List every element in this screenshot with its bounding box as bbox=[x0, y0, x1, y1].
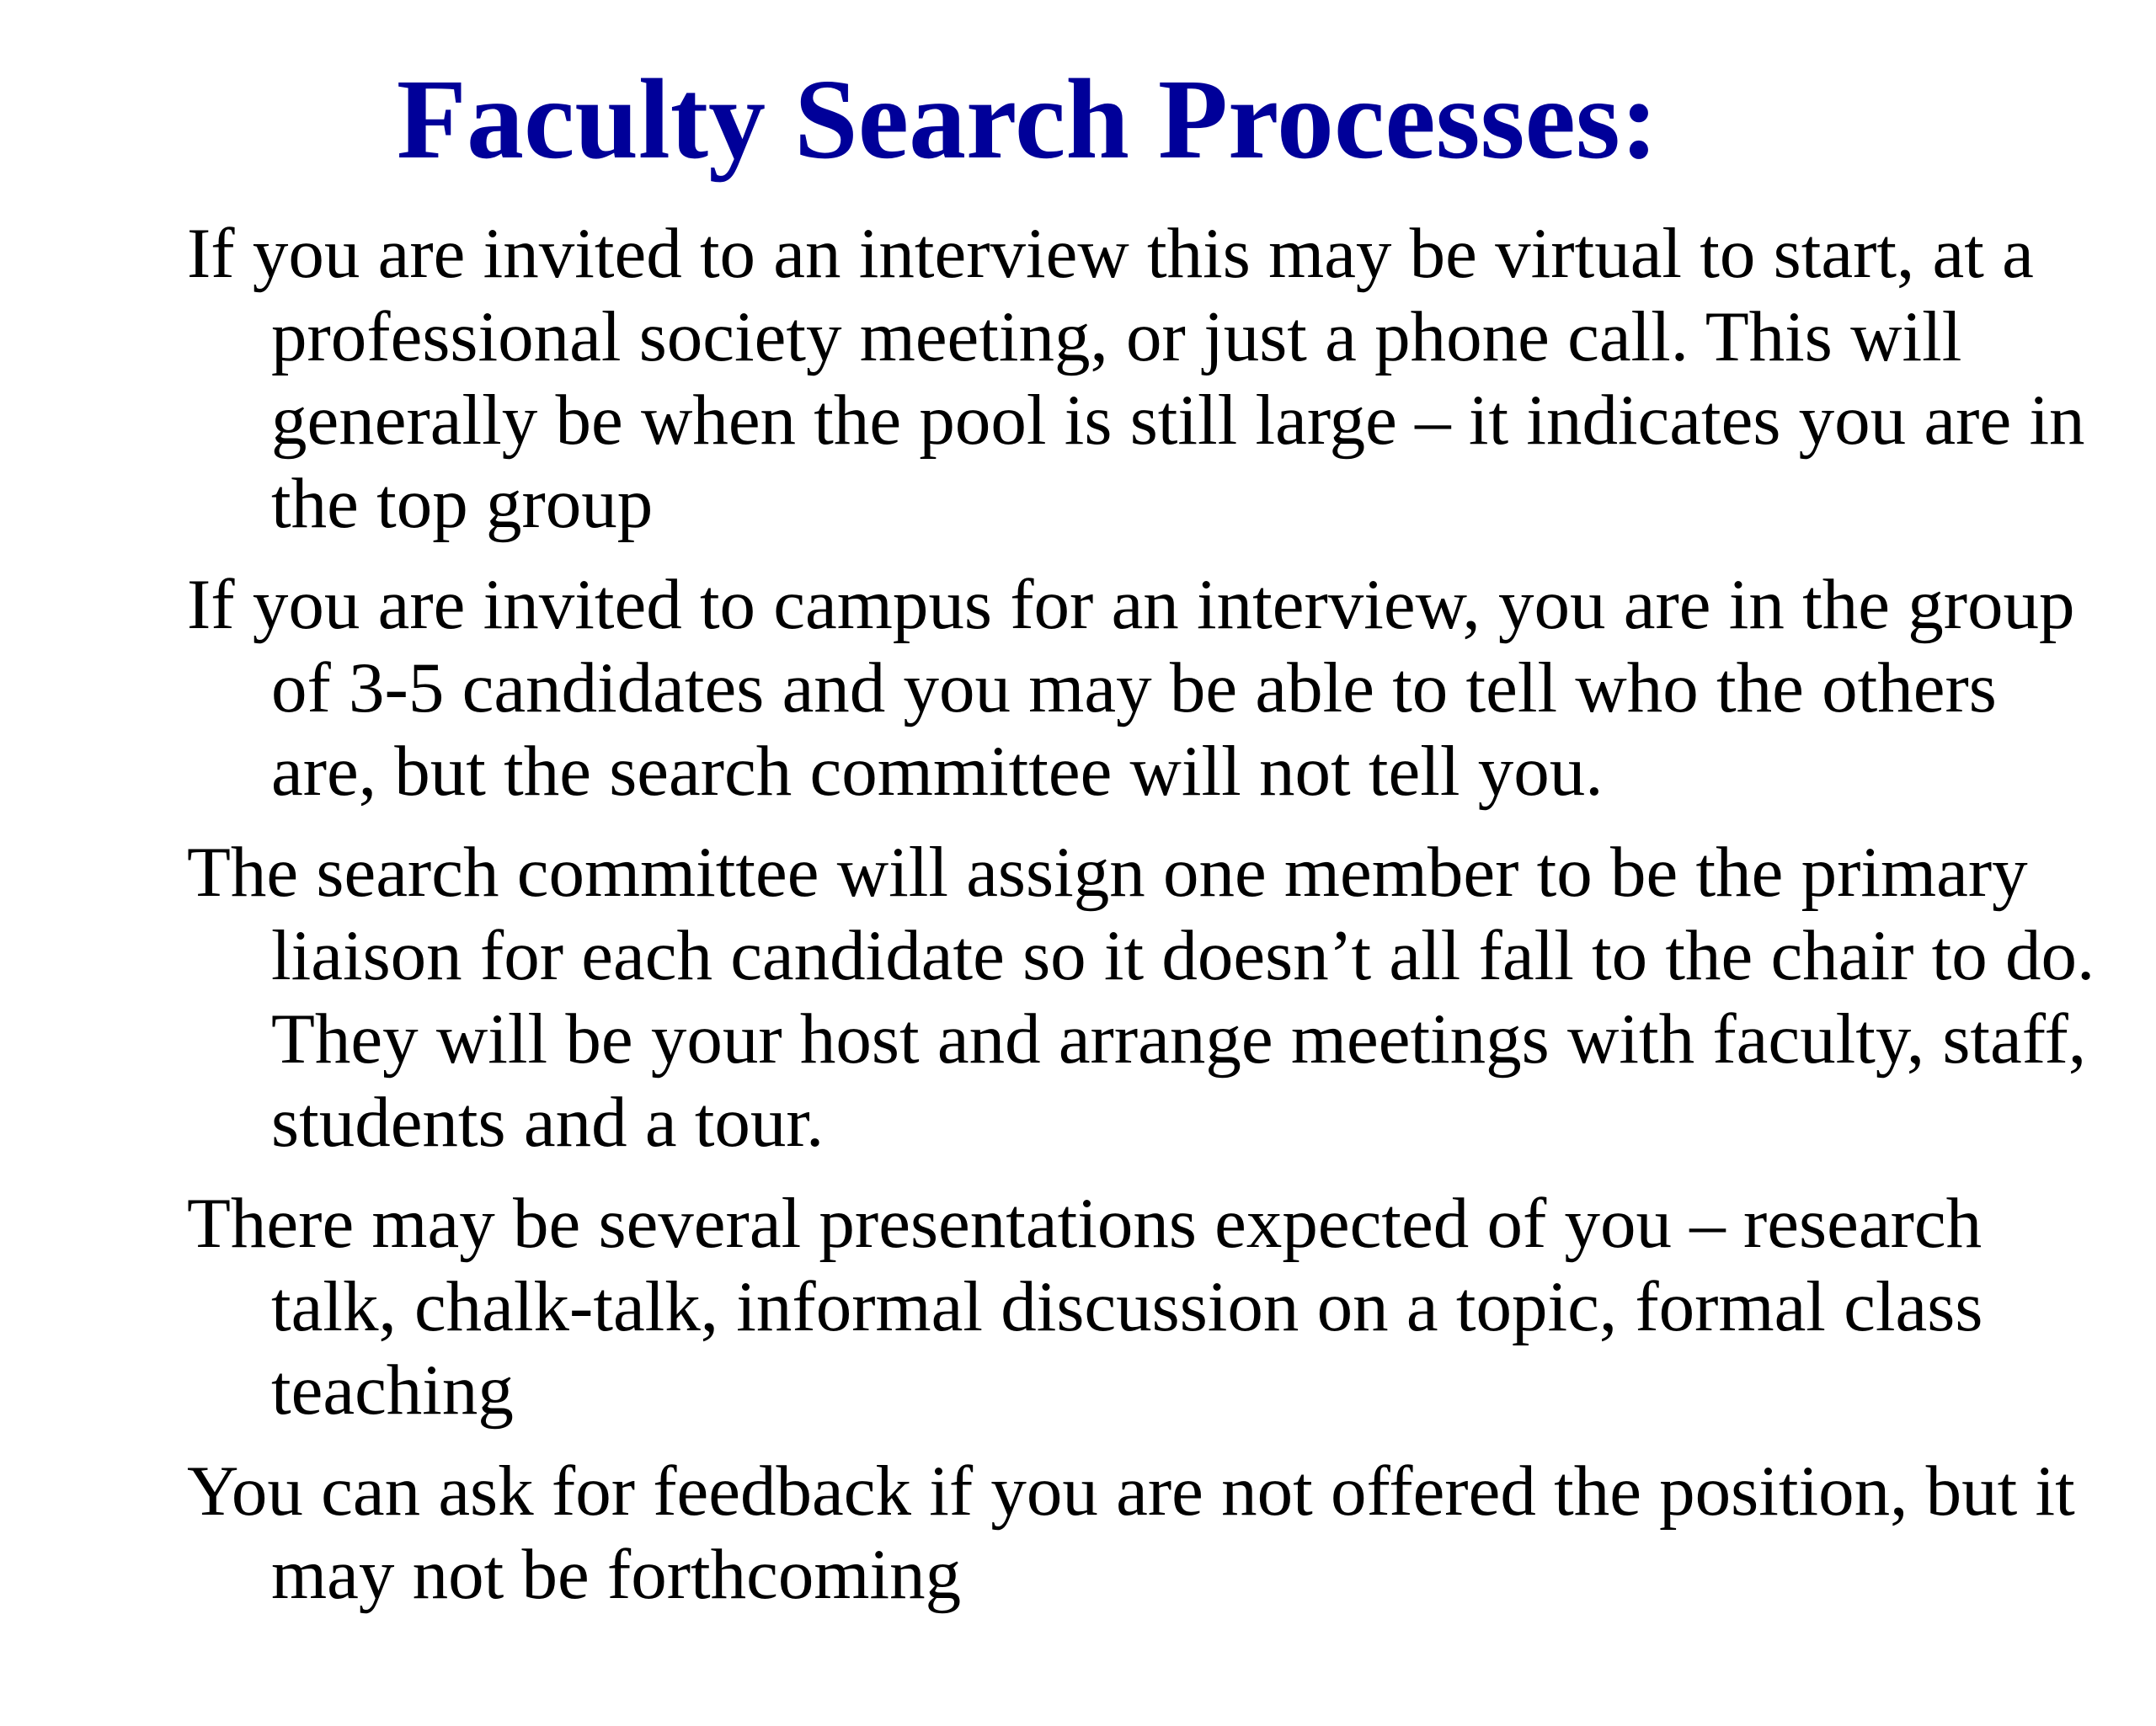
slide-title: Faculty Search Processes: bbox=[396, 56, 1659, 183]
paragraph-campus-interview: If you are invited to campus for an interview, you are in the group of 3-5 candidates and you may be able to tell who the others are, but the search committee will not tell you. bbox=[187, 565, 2075, 811]
paragraph-search-committee-liaison: The search committee will assign one member to be the primary liaison for each candidate so it doesn’t all fall to the chair to do. They will be your host and arrange meetings with faculty, staff, students and a tour. bbox=[187, 833, 2095, 1162]
paragraph-virtual-interview: If you are invited to an interview this may be virtual to start, at a professional society meeting, or just a phone call. This will generally be when the pool is still large – it indicates you are in the top group bbox=[187, 214, 2085, 543]
slide-body bbox=[187, 212, 2107, 1634]
paragraph-presentations: There may be several presentations expected of you – research talk, chalk-talk, informal discussion on a topic, formal class teaching bbox=[187, 1184, 1983, 1430]
paragraph-feedback: You can ask for feedback if you are not offered the position, but it may not be forthcoming bbox=[187, 1452, 2075, 1614]
